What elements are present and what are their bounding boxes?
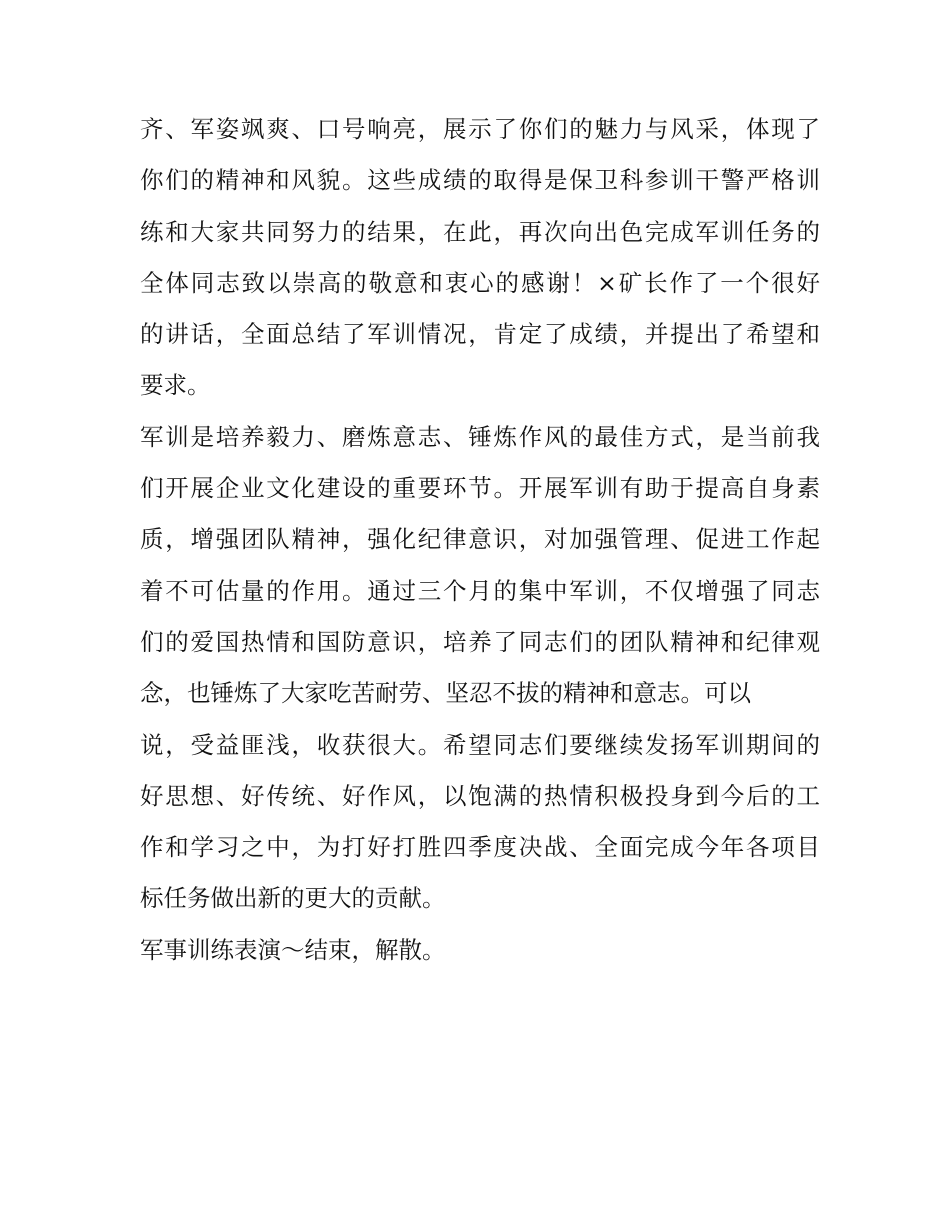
text-line: 军事训练表演～结束，解散。 — [140, 935, 446, 964]
paragraph-2 — [140, 412, 820, 925]
text-line: 你们的精神和风貌。这些成绩的取得是保卫科参训干警严格训 — [140, 166, 820, 195]
text-line: 要求。 — [140, 371, 211, 400]
text-line: 全体同志致以崇高的敬意和衷心的感谢！×矿长作了一个很好 — [140, 268, 820, 297]
text-line: 军训是培养毅力、磨炼意志、锤炼作风的最佳方式，是当前我 — [140, 422, 820, 451]
text-line: 好思想、好传统、好作风，以饱满的热情积极投身到今后的工 — [140, 781, 820, 810]
paragraph-1 — [140, 104, 820, 412]
text-line: 标任务做出新的更大的贡献。 — [140, 884, 446, 913]
text-line: 齐、军姿飒爽、口号响亮，展示了你们的魅力与风采，体现了 — [140, 115, 820, 143]
text-line: 念，也锤炼了大家吃苦耐劳、坚忍不拔的精神和意志。可以 — [140, 679, 751, 708]
paragraph-3 — [140, 925, 820, 976]
text-line: 说，受益匪浅，收获很大。希望同志们要继续发扬军训期间的 — [140, 730, 820, 759]
body-text — [140, 104, 820, 976]
text-line: 们的爱国热情和国防意识，培养了同志们的团队精神和纪律观 — [140, 627, 820, 656]
text-line: 质，增强团队精神，强化纪律意识，对加强管理、促进工作起 — [140, 525, 820, 554]
text-line: 的讲话，全面总结了军训情况，肯定了成绩，并提出了希望和 — [140, 320, 820, 349]
text-line: 们开展企业文化建设的重要环节。开展军训有助于提高自身素 — [140, 474, 820, 503]
text-line: 作和学习之中，为打好打胜四季度决战、全面完成今年各项目 — [140, 833, 820, 862]
text-line: 练和大家共同努力的结果，在此，再次向出色完成军训任务的 — [140, 217, 820, 246]
text-line: 着不可估量的作用。通过三个月的集中军训，不仅增强了同志 — [140, 576, 820, 605]
